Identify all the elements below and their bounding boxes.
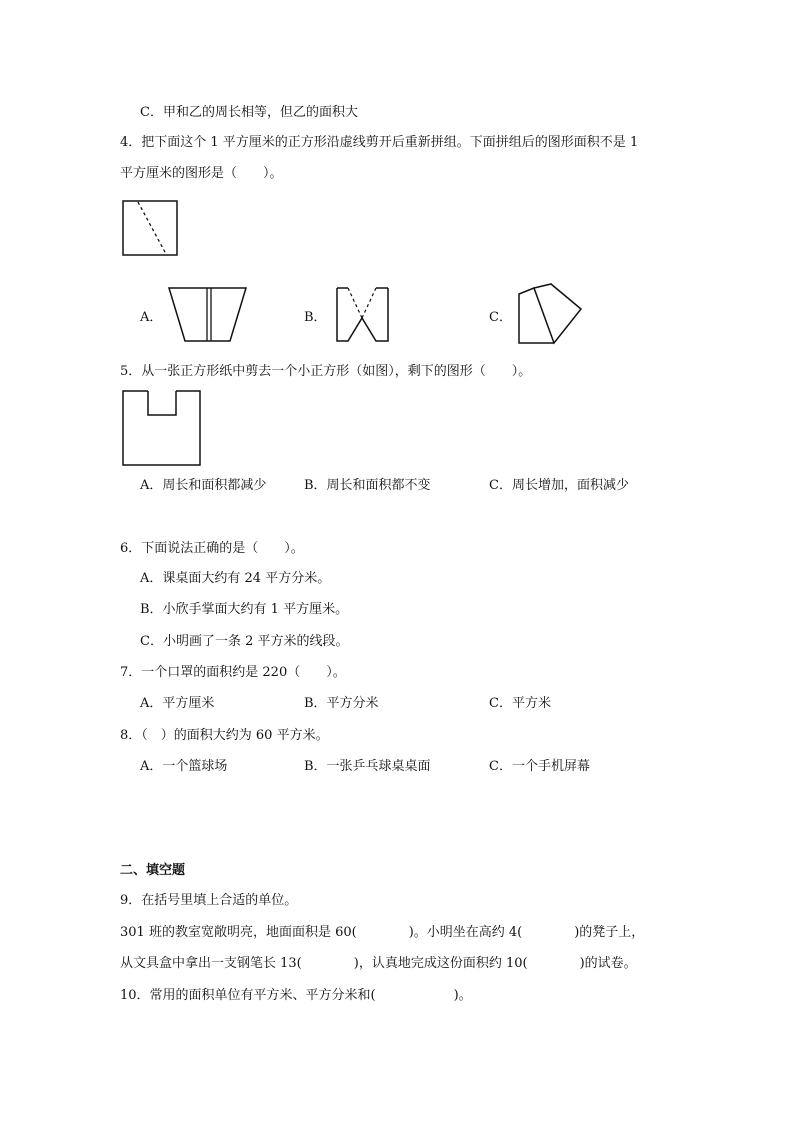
- q10-stem: 10．常用的面积单位有平方米、平方分米和( )。: [120, 988, 472, 1003]
- q8-option-a[interactable]: A．一个篮球场: [140, 759, 228, 774]
- q8-stem: 8．（ ）的面积大约为 60 平方米。: [120, 728, 329, 743]
- q7-stem: 7．一个口罩的面积约是 220（ ）。: [120, 665, 346, 680]
- q5-option-a[interactable]: A．周长和面积都减少: [140, 478, 267, 493]
- q4-option-a-label[interactable]: A．: [140, 310, 163, 325]
- q7-option-b[interactable]: B．平方分米: [304, 696, 379, 711]
- q7-option-c[interactable]: C．平方米: [489, 696, 551, 711]
- q5-square-with-cutout-figure: [120, 388, 204, 468]
- q5-option-b[interactable]: B．周长和面积都不变: [304, 478, 431, 493]
- q4-option-a-trapezoid-figure[interactable]: [166, 284, 250, 346]
- section-heading: 二、填空题: [120, 863, 186, 878]
- q4-original-square-figure: [120, 198, 180, 260]
- q5-stem: 5．从一张正方形纸中剪去一个小正方形（如图），剩下的图形（ ）。: [120, 364, 532, 379]
- q4-option-b-figure[interactable]: [333, 284, 395, 346]
- q7-option-a[interactable]: A．平方厘米: [140, 696, 215, 711]
- q6-option-b[interactable]: B．小欣手掌面大约有 1 平方厘米。: [140, 602, 349, 617]
- q3-option-c: C．甲和乙的周长相等，但乙的面积大: [140, 105, 358, 120]
- q4-stem-line2: 平方厘米的图形是（ ）。: [120, 166, 283, 181]
- q4-option-c-figure[interactable]: [515, 280, 587, 348]
- q9-line1: 301 班的教室宽敞明亮，地面面积是 60( )。小明坐在高约 4( )的凳子上，: [120, 925, 645, 940]
- q9-line2: 从文具盒中拿出一支钢笔长 13( )，认真地完成这份面积约 10( )的试卷。: [120, 956, 637, 971]
- q9-stem: 9．在括号里填上合适的单位。: [120, 893, 298, 908]
- q6-option-a[interactable]: A．课桌面大约有 24 平方分米。: [140, 571, 331, 586]
- q4-option-b-label[interactable]: B．: [304, 310, 327, 325]
- q8-option-b[interactable]: B．一张乒乓球桌桌面: [304, 759, 431, 774]
- q8-option-c[interactable]: C．一个手机屏幕: [489, 759, 590, 774]
- q4-option-c-label[interactable]: C．: [489, 310, 512, 325]
- q4-stem-line1: 4．把下面这个 1 平方厘米的正方形沿虚线剪开后重新拼组。下面拼组后的图形面积不是 1: [120, 135, 639, 150]
- q6-stem: 6．下面说法正确的是（ ）。: [120, 541, 304, 556]
- q5-option-c[interactable]: C．周长增加，面积减少: [489, 478, 629, 493]
- q6-option-c[interactable]: C．小明画了一条 2 平方米的线段。: [140, 634, 349, 649]
